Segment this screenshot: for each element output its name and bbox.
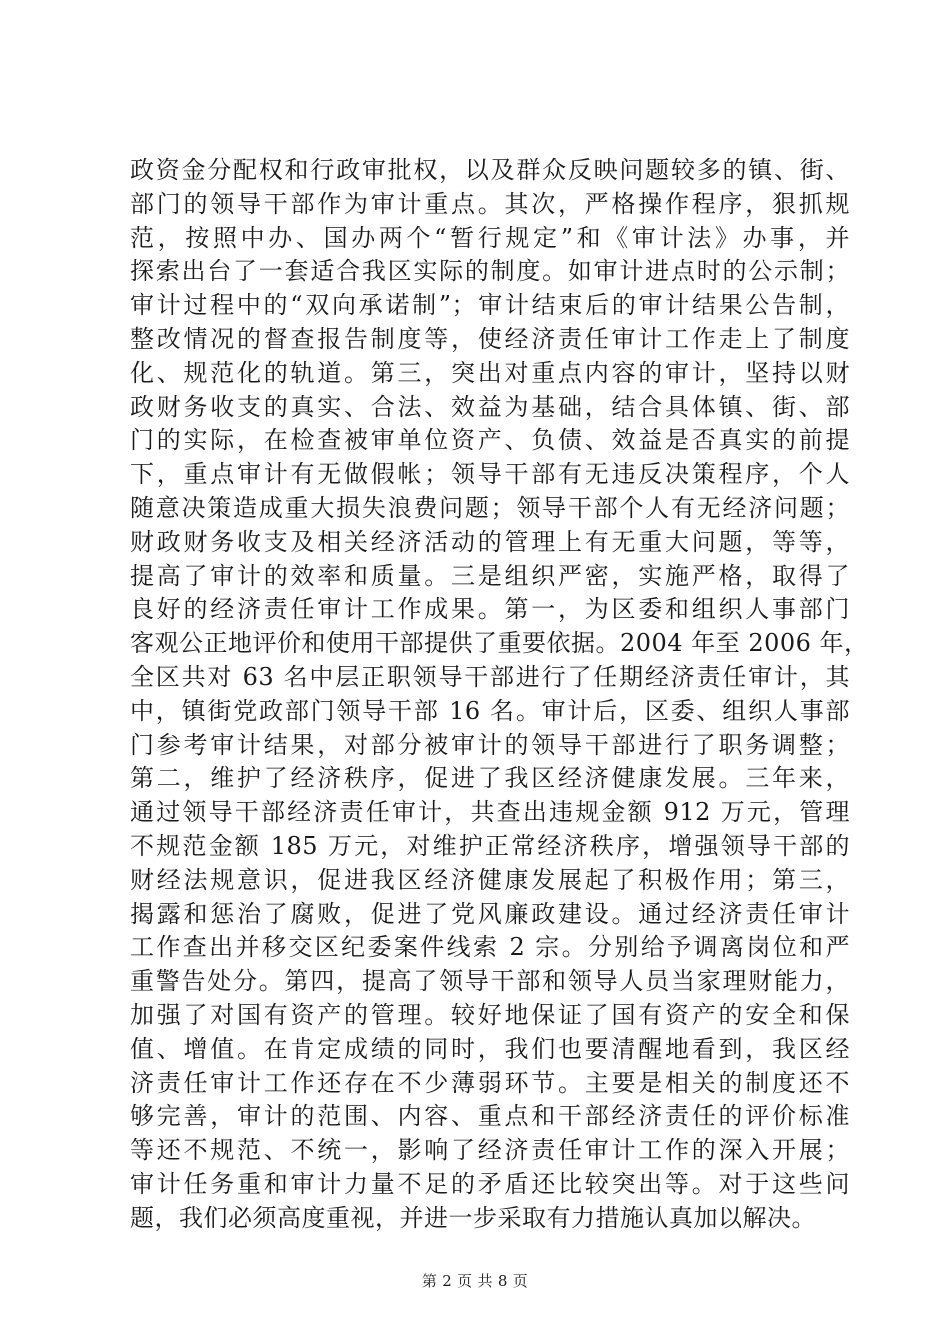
text-line: 审计任务重和审计力量不足的矛盾还比较突出等。对于这些问 — [130, 1169, 850, 1198]
text-line: 门参考审计结果，对部分被审计的领导干部进行了职务调整； — [130, 730, 850, 759]
text-line: 等还不规范、不统一，影响了经济责任审计工作的深入开展； — [130, 1136, 850, 1165]
text-line: 门的实际，在检查被审单位资产、负债、效益是否真实的前提 — [130, 426, 850, 455]
text-line: 客观公正地评价和使用干部提供了重要依据。2004 年至 2006 年， — [130, 629, 869, 658]
body-paragraph — [130, 154, 869, 1236]
text-line: 够完善，审计的范围、内容、重点和干部经济责任的评价标准 — [130, 1102, 850, 1131]
text-line: 不规范金额 185 万元，对维护正常经济秩序，增强领导干部的 — [130, 831, 850, 860]
text-line: 政财务收支的真实、合法、效益为基础，结合具体镇、街、部 — [130, 392, 850, 421]
page-number-footer: 第 2 页 共 8 页 — [421, 1272, 529, 1290]
text-line: 随意决策造成重大损失浪费问题；领导干部个人有无经济问题； — [130, 493, 850, 522]
text-line: 值、增值。在肯定成绩的同时，我们也要清醒地看到，我区经 — [130, 1034, 850, 1063]
text-line: 题，我们必须高度重视，并进一步采取有力措施认真加以解决。 — [130, 1203, 816, 1232]
text-line: 整改情况的督查报告制度等，使经济责任审计工作走上了制度 — [130, 324, 850, 353]
text-line: 下，重点审计有无做假帐；领导干部有无违反决策程序，个人 — [130, 460, 850, 489]
text-line: 政资金分配权和行政审批权，以及群众反映问题较多的镇、街、 — [130, 156, 850, 184]
text-line: 审计过程中的“双向承诺制”；审计结束后的审计结果公告制， — [130, 291, 850, 320]
text-line: 工作查出并移交区纪委案件线索 2 宗。分别给予调离岗位和严 — [130, 933, 850, 962]
text-line: 揭露和惩治了腐败，促进了党风廉政建设。通过经济责任审计 — [130, 899, 850, 928]
text-line: 通过领导干部经济责任审计，共查出违规金额 912 万元，管理 — [130, 798, 850, 827]
text-line: 重警告处分。第四，提高了领导干部和领导人员当家理财能力， — [130, 967, 850, 996]
text-line: 济责任审计工作还存在不少薄弱环节。主要是相关的制度还不 — [130, 1068, 850, 1097]
text-line: 全区共对 63 名中层正职领导干部进行了任期经济责任审计，其 — [130, 662, 850, 691]
text-line: 提高了审计的效率和质量。三是组织严密，实施严格，取得了 — [130, 561, 850, 590]
text-line: 探索出台了一套适合我区实际的制度。如审计进点时的公示制； — [130, 257, 850, 286]
text-line: 良好的经济责任审计工作成果。第一，为区委和组织人事部门 — [130, 595, 850, 624]
text-line: 加强了对国有资产的管理。较好地保证了国有资产的安全和保 — [130, 1000, 850, 1029]
text-line: 范，按照中办、国办两个“暂行规定”和《审计法》办事，并 — [130, 223, 850, 252]
text-line: 第二，维护了经济秩序，促进了我区经济健康发展。三年来， — [130, 764, 850, 793]
text-line: 财经法规意识，促进我区经济健康发展起了积极作用；第三， — [130, 865, 850, 894]
text-line: 化、规范化的轨道。第三，突出对重点内容的审计，坚持以财 — [130, 358, 850, 387]
text-line: 财政财务收支及相关经济活动的管理上有无重大问题，等等， — [130, 527, 850, 556]
text-line: 部门的领导干部作为审计重点。其次，严格操作程序，狠抓规 — [130, 189, 850, 218]
text-line: 中，镇街党政部门领导干部 16 名。审计后，区委、组织人事部 — [130, 696, 850, 725]
